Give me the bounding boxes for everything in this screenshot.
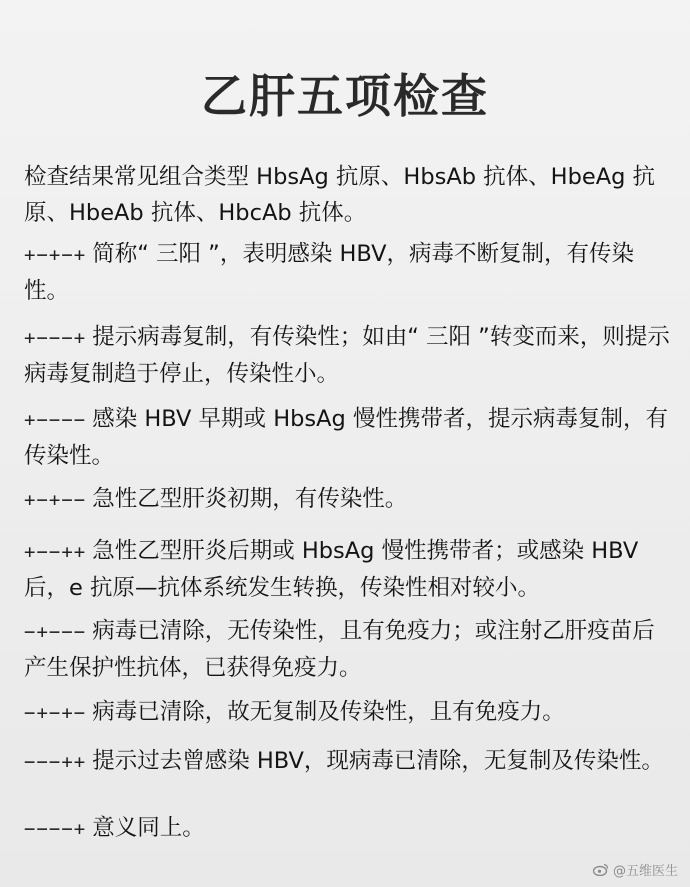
result-pattern: +−+−− xyxy=(24,489,87,511)
watermark-text: @五维医生 xyxy=(612,864,678,879)
result-entry xyxy=(24,743,674,780)
result-pattern: +−−++ xyxy=(24,541,87,563)
result-entry xyxy=(24,613,674,686)
result-pattern: +−−−− xyxy=(24,409,87,431)
result-description: 病毒已清除，无传染性，且有免疫力；或注射乙肝疫苗后产生保护性抗体，已获得免疫力。 xyxy=(24,618,655,681)
result-description: 简称“ 三阳 ”，表明感染 HBV，病毒不断复制，有传染性。 xyxy=(24,241,635,304)
result-pattern: −−−−+ xyxy=(24,818,87,840)
result-entry xyxy=(24,401,674,474)
result-entry xyxy=(24,694,674,731)
result-pattern: +−+−+ xyxy=(24,244,87,266)
result-entry xyxy=(24,533,674,606)
result-description: 感染 HBV 早期或 HbsAg 慢性携带者，提示病毒复制，有传染性。 xyxy=(24,406,668,469)
result-pattern: −+−+− xyxy=(24,702,87,724)
result-pattern: −+−−− xyxy=(24,621,87,643)
result-entry xyxy=(24,319,674,392)
result-description: 病毒已清除，故无复制及传染性，且有免疫力。 xyxy=(92,699,565,725)
result-pattern: +−−−+ xyxy=(24,327,87,349)
result-description: 提示病毒复制，有传染性；如由“ 三阳 ”转变而来，则提示病毒复制趋于停止，传染性小。 xyxy=(24,324,670,387)
result-description: 提示过去曾感染 HBV，现病毒已清除，无复制及传染性。 xyxy=(92,748,664,774)
result-pattern: −−−++ xyxy=(24,751,87,773)
intro-paragraph: 检查结果常见组合类型 HbsAg 抗原、HbsAb 抗体、HbeAg 抗原、HbeAb 抗体、HbcAb 抗体。 xyxy=(24,164,656,226)
weibo-icon xyxy=(593,863,609,876)
page-title: 乙肝五项检查 xyxy=(201,69,489,123)
result-entry xyxy=(24,236,674,309)
result-entry xyxy=(24,810,674,847)
result-entry xyxy=(24,481,674,518)
watermark xyxy=(593,860,678,879)
result-description: 急性乙型肝炎初期，有传染性。 xyxy=(92,486,408,512)
result-description: 急性乙型肝炎后期或 HbsAg 慢性携带者；或感染 HBV 后，e 抗原—抗体系统发生转换，传染性相对较小。 xyxy=(24,538,639,601)
result-description: 意义同上。 xyxy=(92,815,205,841)
